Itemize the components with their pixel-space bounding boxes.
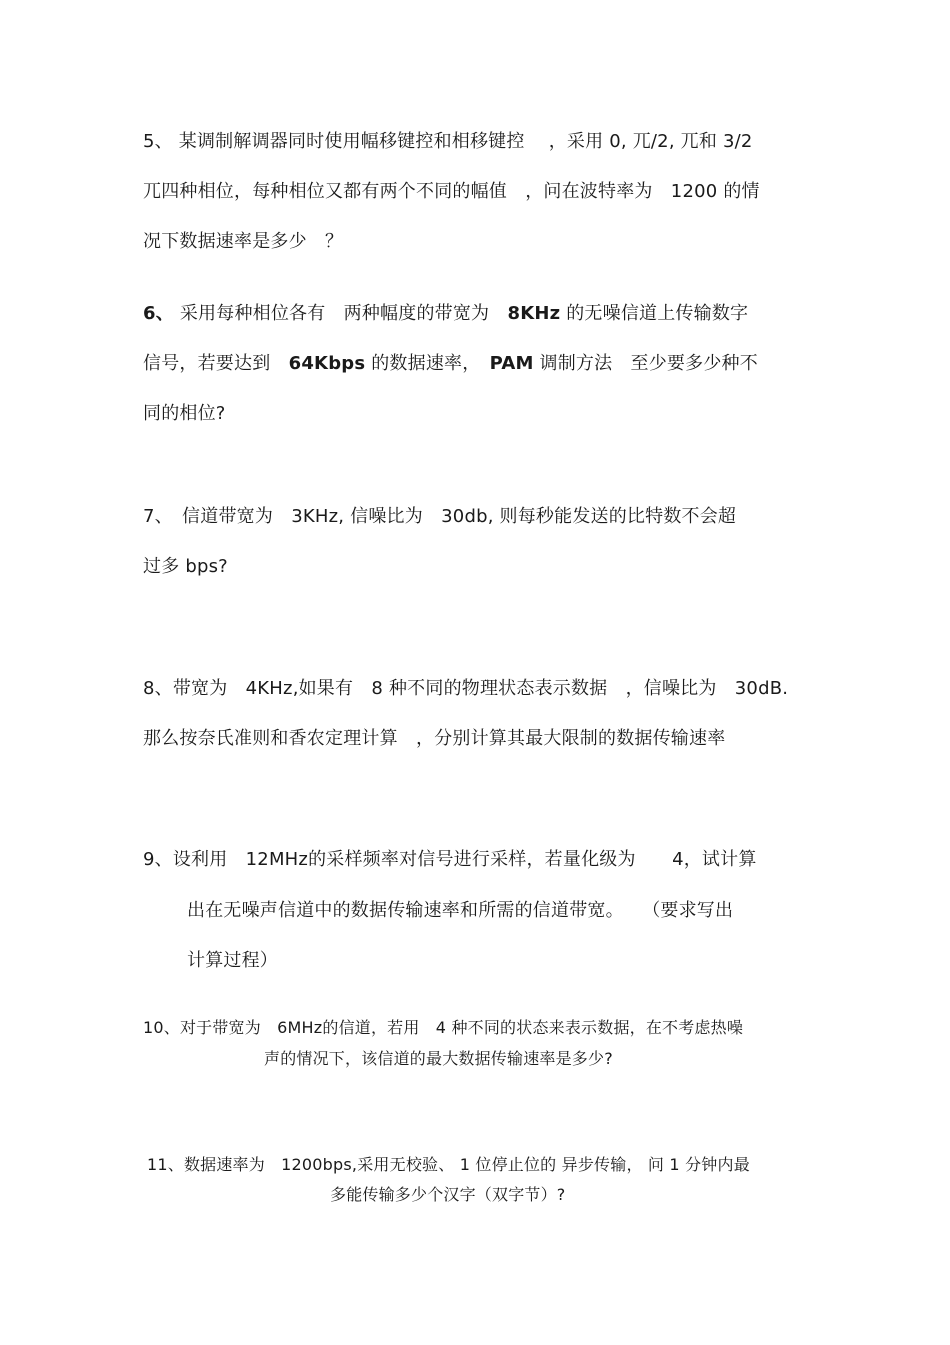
question-10-line-2: 声的情况下，该信道的最大数据传输速率是多少? (264, 1049, 613, 1068)
question-6-line-3: 同的相位? (143, 403, 226, 424)
question-6-line-1 (143, 302, 748, 326)
question-6-rate: 64Kbps (288, 353, 366, 374)
question-9-line-1: 9、设利用 12MHz的采样频率对信号进行采样，若量化级为 4，试计算 (143, 849, 757, 870)
question-7-line-2: 过多 bps? (143, 556, 228, 577)
question-6-number: 6、 (143, 303, 174, 324)
question-11-line-1: 11、数据速率为 1200bps,采用无校验、 1 位停止位的 异步传输， 问 1 分钟内最 (147, 1155, 750, 1174)
question-5-line-1: 5、 某调制解调器同时使用幅移键控和相移键控 ，采用 0, 兀/2, 兀和 3/2 (143, 131, 753, 152)
question-5-line-3: 况下数据速率是多少 ？ (143, 231, 344, 252)
question-10-line-1: 10、对于带宽为 6MHz的信道，若用 4 种不同的状态来表示数据，在不考虑热噪 (143, 1018, 744, 1037)
question-6-pam: PAM (489, 353, 534, 374)
question-9-line-3: 计算过程） (187, 950, 278, 971)
question-7-line-1: 7、 信道带宽为 3KHz, 信噪比为 30db, 则每秒能发送的比特数不会超 (143, 506, 737, 527)
question-8-line-2: 那么按奈氏准则和香农定理计算 ，分别计算其最大限制的数据传输速率 (143, 728, 726, 749)
question-6-text-a: 采用每种相位各有 两种幅度的带宽为 (173, 303, 508, 324)
question-11-line-2: 多能传输多少个汉字（双字节）? (330, 1185, 566, 1204)
question-6-line-2 (143, 352, 758, 376)
question-6-text-l2e: 调制方法 至少要多少种不 (533, 353, 758, 374)
question-6-bandwidth: 8KHz (507, 303, 561, 324)
question-6-text-l2c: 的数据速率， (365, 353, 490, 374)
question-6-text-c: 的无噪信道上传输数字 (560, 303, 749, 324)
question-6-text-l2a: 信号，若要达到 (143, 353, 289, 374)
question-8-line-1: 8、带宽为 4KHz,如果有 8 种不同的物理状态表示数据 ，信噪比为 30dB. (143, 678, 789, 699)
question-5-line-2: 兀四种相位，每种相位又都有两个不同的幅值 ，问在波特率为 1200 的情 (143, 181, 760, 202)
question-9-line-2: 出在无噪声信道中的数据传输速率和所需的信道带宽。 （要求写出 (187, 900, 734, 921)
